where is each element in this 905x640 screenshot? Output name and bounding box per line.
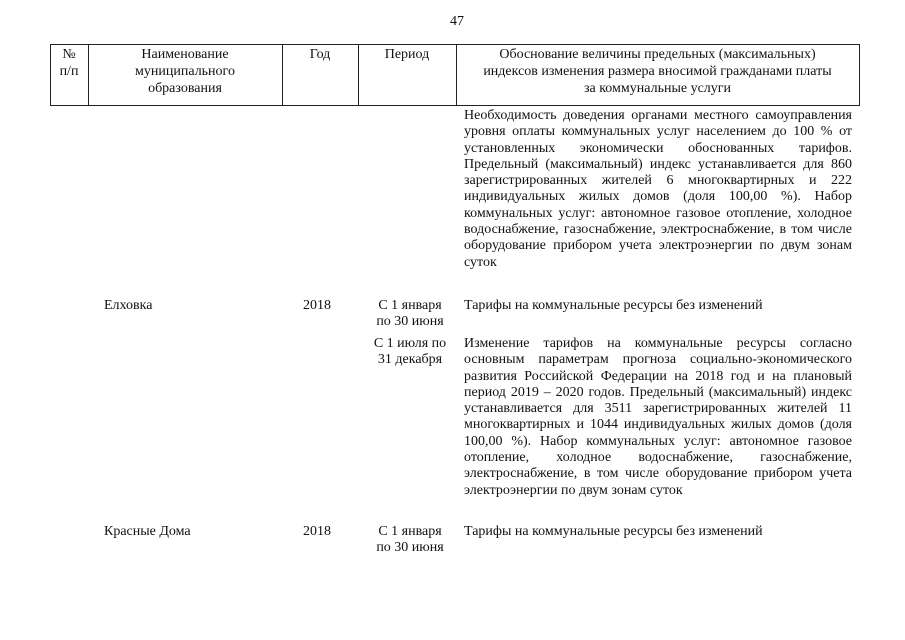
row-name: Красные Дома xyxy=(104,524,191,539)
page-number: 47 xyxy=(450,14,464,29)
row-reason: Изменение тарифов на коммунальные ресурсы согласно основным параметрам прогноза социально-экономического развития Российской Федерации на 2018 год и на плановый период 2019 – 2020 годов. Предельный (максимальный) индекс устанавливается для 3511 зарегистрированных жителей 11 многоквартирных и 1044 индивидуальных жилых домов (доля 100,00 %). Набор коммунальных услуг: автономное газовое отопление, холодное водоснабжение, газоснабжение, электроснабжение, в том числе оборудование прибором учета электроэнергии по двум зонам суток xyxy=(464,336,852,498)
row-period: С 1 января по 30 июня xyxy=(376,524,444,555)
row-period: С 1 января по 30 июня xyxy=(376,298,444,329)
header-period: Период xyxy=(384,47,430,62)
row-reason: Тарифы на коммунальные ресурсы без изменений xyxy=(464,298,763,313)
row-reason: Тарифы на коммунальные ресурсы без изменений xyxy=(464,524,763,539)
row-year: 2018 xyxy=(303,524,331,539)
table-header xyxy=(50,44,860,106)
col-divider xyxy=(859,44,860,106)
header-name: Наименование муниципального образования xyxy=(135,47,235,96)
header-year: Год xyxy=(309,47,331,62)
header-top-border xyxy=(50,44,860,45)
continued-reason-text: Необходимость доведения органами местного самоуправления уровня оплаты коммунальных услуг населением до 100 % от установленных экономически обоснованных тарифов. Предельный (максимальный) индекс устанавливается для 860 зарегистрированных жителей 6 многоквартирных и 222 индивидуальных жилых домов (доля 100,00 %). Набор коммунальных услуг: автономное газовое отопление, холодное водоснабжение, газоснабжение, электроснабжение, в том числе оборудование прибором учета электроэнергии по двум зонам суток xyxy=(464,108,852,270)
row-period: С 1 июля по 31 декабря xyxy=(373,336,447,367)
header-bottom-border xyxy=(50,105,860,106)
header-reason: Обоснование величины предельных (максимальных) индексов изменения размера вносимой гражданами платы за коммунальные услуги xyxy=(483,47,832,96)
header-number: № п/п xyxy=(59,47,79,79)
row-year: 2018 xyxy=(303,298,331,313)
row-name: Елховка xyxy=(104,298,153,313)
